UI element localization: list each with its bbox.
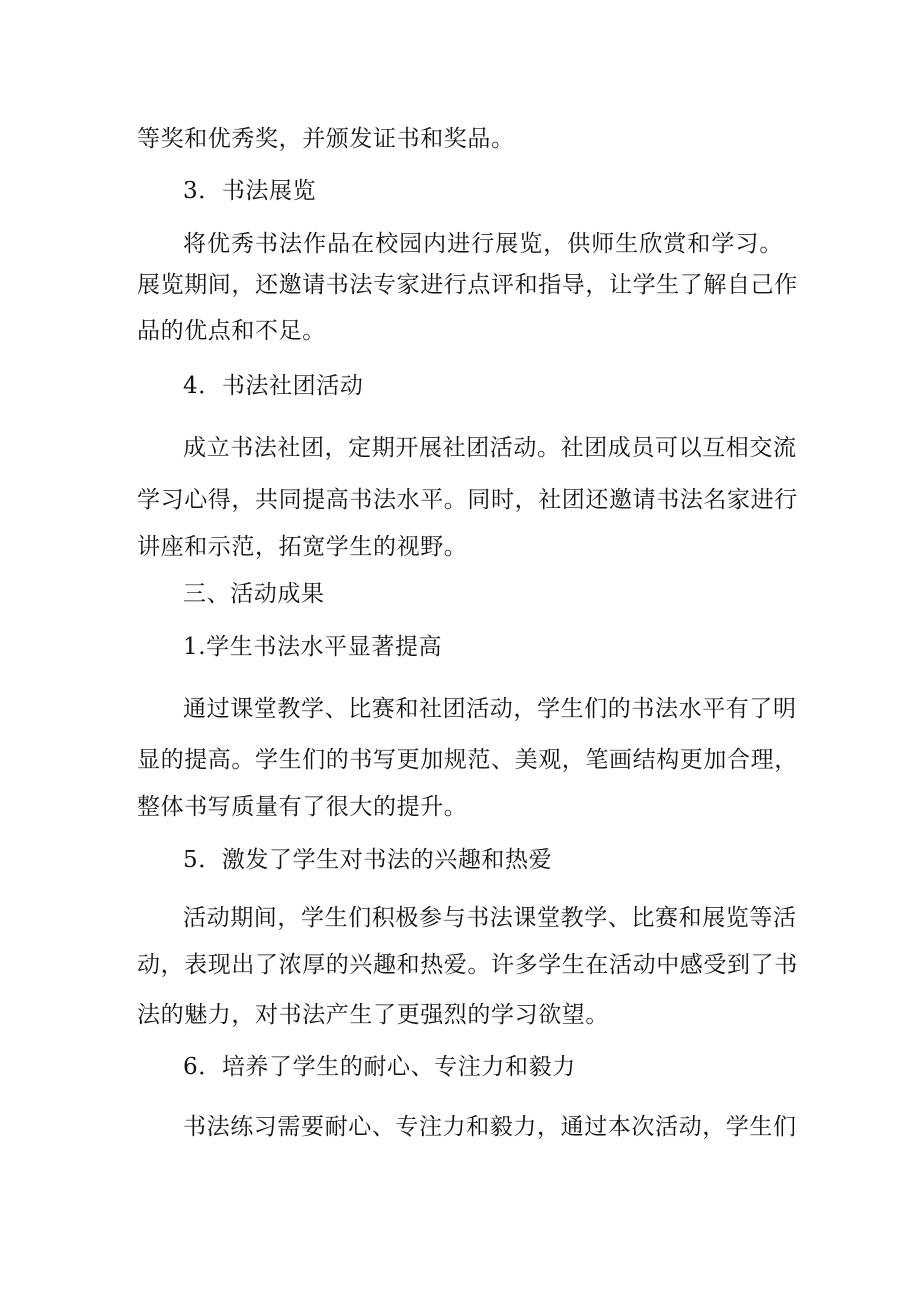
chapter-heading: 三、活动成果 (183, 581, 325, 607)
paragraph-line: 讲座和示范，拓宽学生的视野。 (137, 534, 468, 560)
paragraph-line: 整体书写质量有了很大的提升。 (137, 794, 468, 820)
paragraph-line: 等奖和优秀奖，并颁发证书和奖品。 (137, 126, 515, 152)
paragraph-line: 学习心得，共同提高书法水平。同时，社团还邀请书法名家进行 (137, 487, 798, 513)
paragraph-line: 展览期间，还邀请书法专家进行点评和指导，让学生了解自己作 (137, 272, 798, 298)
paragraph-line: 活动期间，学生们积极参与书法课堂教学、比赛和展览等活 (183, 905, 797, 931)
paragraph-line: 书法练习需要耐心、专注力和毅力，通过本次活动，学生们 (183, 1114, 797, 1140)
paragraph-line: 将优秀书法作品在校园内进行展览，供师生欣赏和学习。 (183, 231, 783, 257)
paragraph-line: 成立书法社团，定期开展社团活动。社团成员可以互相交流 (183, 435, 797, 461)
paragraph-line: 显的提高。学生们的书写更加规范、美观，笔画结构更加合理， (137, 747, 798, 773)
section-heading: 4．书法社团活动 (183, 373, 364, 399)
paragraph-line: 动，表现出了浓厚的兴趣和热爱。许多学生在活动中感受到了书 (137, 952, 798, 978)
paragraph-line: 法的魅力，对书法产生了更强烈的学习欲望。 (137, 1002, 609, 1028)
paragraph-line: 通过课堂教学、比赛和社团活动，学生们的书法水平有了明 (183, 696, 797, 722)
section-heading: 3．书法展览 (183, 178, 317, 204)
section-heading: 1.学生书法水平显著提高 (183, 634, 443, 660)
section-heading: 5．激发了学生对书法的兴趣和热爱 (183, 847, 553, 873)
paragraph-line: 品的优点和不足。 (137, 318, 326, 344)
section-heading: 6．培养了学生的耐心、专注力和毅力 (183, 1054, 576, 1080)
